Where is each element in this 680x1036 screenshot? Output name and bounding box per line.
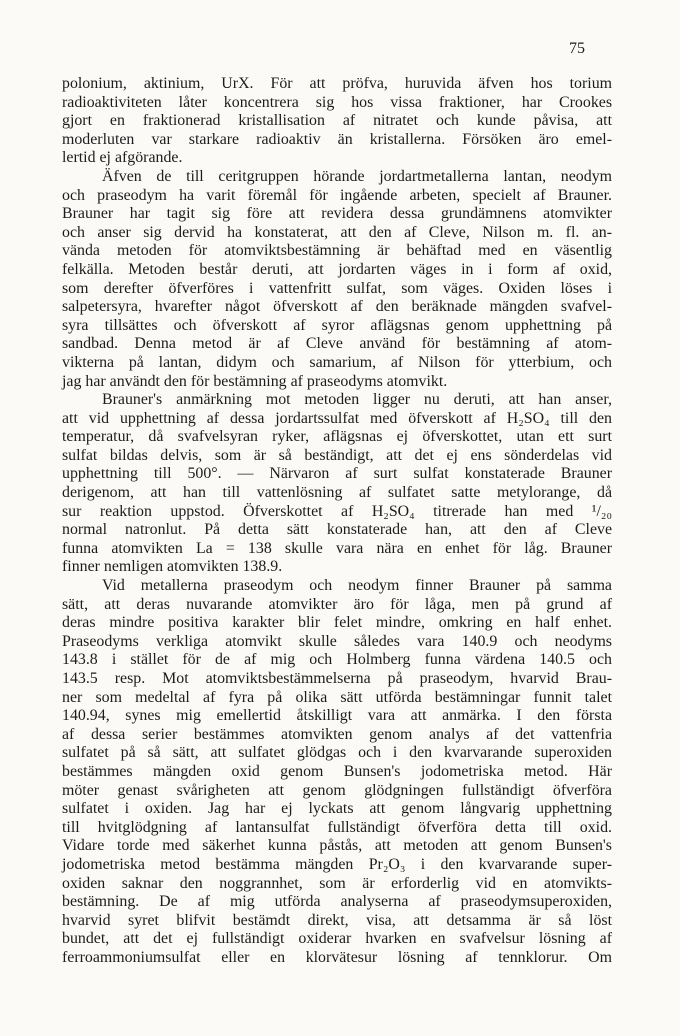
text-line: bestämmes mängden oxid genom Bunsen's jodometriska metod. Här [62,762,612,780]
text-line: och praseodym ha varit föremål för ingående arbeten, specielt af Brauner. [62,186,612,204]
text-line: sulfat bildas delvis, som är så beständigt, att det ej ens sönderdelas vid [62,446,612,464]
text-line: normal natronlut. På detta sätt konstaterade han, att den af Cleve [62,521,612,539]
text-line: sulfatet på så sätt, att sulfatet glödgas och i den kvarvarande superoxiden [62,744,612,762]
text-line: och anser sig dervid ha konstaterat, att den af Cleve, Nilson m. fl. an- [62,223,612,241]
text-line: salpetersyra, hvarefter något öfverskott af den beräknade mängden svafvel- [62,298,612,316]
text-line: deras mindre positiva karakter blir felet mindre, omkring en half enhet. [62,614,612,632]
text-line: moderluten var starkare radioaktiv än kristallerna. Försöken äro emel- [62,130,612,148]
text-line: till hvitglödgning af lantansulfat fullständigt öfverföra detta till oxid. [62,818,612,836]
text-line: vända metoden för atomviktsbestämning är behäftad med en väsentlig [62,242,612,260]
text-line: Brauner's anmärkning mot metoden ligger nu deruti, att han anser, [102,391,612,409]
text-line: felkälla. Metoden består deruti, att jordarten väges in i form af oxid, [62,260,612,278]
text-line: möter genast svårigheten att genom glödgningen fullständigt öfverföra [62,781,612,799]
text-line: 140.94, synes mig emellertid åtskilligt vara att anmärka. I den första [62,707,612,725]
text-line: att vid upphettning af dessa jordartssulfat med öfverskott af H₂SO₄ till den [62,409,612,427]
body-text [62,75,612,968]
text-line: polonium, aktinium, UrX. För att pröfva, huruvida äfven hos torium [62,75,612,92]
text-line: som derefter öfverföres i vattenfritt sulfat, som väges. Oxiden löses i [62,279,612,297]
text-line: jag har användt den för bestämning af praseodyms atomvikt. [62,372,448,390]
text-line: ferroammoniumsulfat eller en klorvätesur lösning af tennklorur. Om [62,948,612,966]
text-line: upphettning till 500°. — Närvaron af surt sulfat konstaterade Brauner [62,465,612,483]
text-line: radioaktiviteten låter koncentrera sig hos vissa fraktioner, har Crookes [62,93,612,111]
text-line: Vidare torde med säkerhet kunna påstås, att metoden att genom Bunsen's [62,837,612,855]
text-line: sulfatet i oxiden. Jag har ej lyckats att genom långvarig upphettning [62,800,612,818]
text-line: sandbad. Denna metod är af Cleve använd för bestämning af atom- [62,335,612,353]
text-line: Praseodyms verkliga atomvikt skulle således vara 140.9 och neodyms [62,632,612,650]
text-line: gjort en fraktionerad kristallisation af nitratet och kunde påvisa, att [62,112,612,130]
text-line: af dessa serier bestämmes atomvikten genom analys af det vattenfria [62,725,612,743]
text-line: lertid ej afgörande. [62,149,183,167]
text-line: oxiden saknar den noggrannhet, som är erforderlig vid en atomvikts- [62,874,612,892]
text-line: 143.8 i stället för de af mig och Holmberg funna värdena 140.5 och [62,651,612,669]
text-line: sur reaktion uppstod. Öfverskottet af H₂SO₄ titrerade han med ¹/₂₀ [62,502,612,520]
text-line: ner som medeltal af fyra på olika sätt utförda bestämningar funnit talet [62,688,612,706]
text-line: 143.5 resp. Mot atomviktsbestämmelserna på praseodym, hvarvid Brau- [62,670,612,687]
text-line: temperatur, då svafvelsyran ryker, aflägsnas ej öfverskottet, utan ett surt [62,428,612,446]
text-line: vikterna på lantan, didym och samarium, af Nilson för ytterbium, och [62,353,612,371]
text-line: bestämning. De af mig utförda analyserna af praseodymsuperoxiden, [62,893,612,911]
text-line: sätt, att deras nuvarande atomvikter äro för låga, men på grund af [62,595,612,613]
page-number: 75 [569,40,585,57]
text-line: finner nemligen atomvikten 138.9. [62,558,283,576]
text-line: derigenom, att han till vattenlösning af sulfatet satte metylorange, då [62,484,612,502]
text-line: funna atomvikten La = 138 skulle vara nära en enhet för låg. Brauner [62,539,612,557]
text-line: bundet, att det ej fullständigt oxiderar hvarken en svafvelsur lösning af [62,930,612,948]
text-line: syra tillsättes och öfverskott af syror aflägsnas genom upphettning på [62,316,612,334]
text-line: jodometriska metod bestämma mängden Pr₂O₃ i den kvarvarande super- [62,855,612,873]
text-line: Äfven de till ceritgruppen hörande jordartmetallerna lantan, neodym [102,167,612,185]
text-line: hvarvid syret blifvit bestämdt direkt, visa, att detsamma är så löst [62,911,612,929]
text-line: Brauner har tagit sig före att revidera dessa grundämnens atomvikter [62,205,612,223]
text-line: Vid metallerna praseodym och neodym finner Brauner på samma [102,577,612,595]
